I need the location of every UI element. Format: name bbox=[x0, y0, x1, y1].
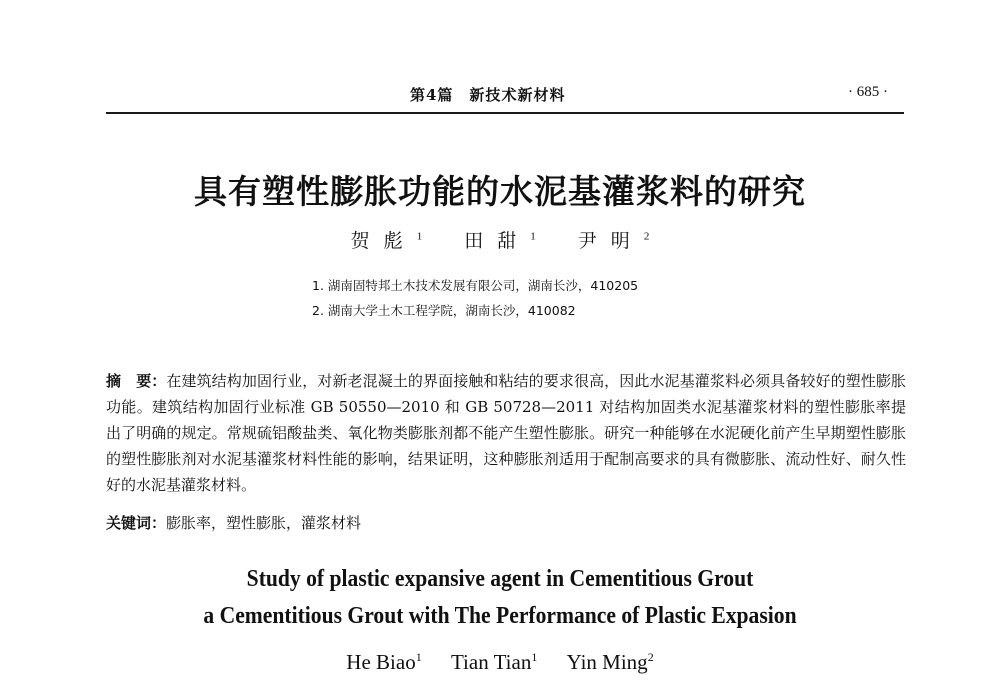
english-title-line-2: a Cementitious Grout with The Performance of Plastic Expasion bbox=[203, 603, 797, 629]
keywords-text: 膨胀率，塑性膨胀，灌浆材料 bbox=[166, 514, 362, 532]
author-cn-2: 田甜$^1$ bbox=[464, 230, 536, 252]
page-number: · 685 · bbox=[848, 84, 888, 100]
chinese-title: 具有塑性膨胀功能的水泥基灌浆料的研究 bbox=[194, 172, 806, 211]
running-header bbox=[106, 82, 904, 114]
keywords bbox=[106, 512, 361, 533]
english-title-line-1: Study of plastic expansive agent in Cementitious Grout bbox=[246, 566, 754, 592]
abstract bbox=[106, 368, 906, 498]
author-en-1: He Biao$^1$ bbox=[346, 650, 422, 674]
abstract-text: 在建筑结构加固行业，对新老混凝土的界面接触和粘结的要求很高，因此水泥基灌浆料必须具备较好的塑性膨胀功能。建筑结构加固行业标准 GB 50550—2010 和 GB 50728—2011 对结构加固类水泥基灌浆材料的塑性膨胀率提出了明确的规定。常规硫铝酸盐类、氧化物类膨胀剂都不能产生塑性膨胀。研究一种能够在水泥硬化前产生早期塑性膨胀的塑性膨胀剂对水泥基灌浆材料性能的影响，结果证明，这种膨胀剂适用于配制高要求的具有微膨胀、流动性好、耐久性好的水泥基灌浆材料。 bbox=[106, 372, 906, 494]
keywords-label: 关键词： bbox=[106, 514, 167, 532]
chinese-authors bbox=[0, 226, 1000, 253]
english-authors bbox=[0, 650, 1000, 675]
section-title: 第4篇 新技术新材料 bbox=[410, 86, 566, 104]
affiliation-2: 2. 湖南大学土木工程学院，湖南长沙，410082 bbox=[312, 303, 576, 318]
affiliation-1: 1. 湖南固特邦土木技术发展有限公司，湖南长沙，410205 bbox=[312, 278, 639, 293]
author-en-2: Tian Tian$^1$ bbox=[450, 650, 538, 674]
author-en-3: Yin Ming$^2$ bbox=[566, 650, 654, 674]
abstract-label: 摘 要： bbox=[106, 372, 167, 390]
author-cn-3: 尹明$^2$ bbox=[577, 230, 650, 252]
author-cn-1: 贺彪$^1$ bbox=[350, 230, 423, 252]
